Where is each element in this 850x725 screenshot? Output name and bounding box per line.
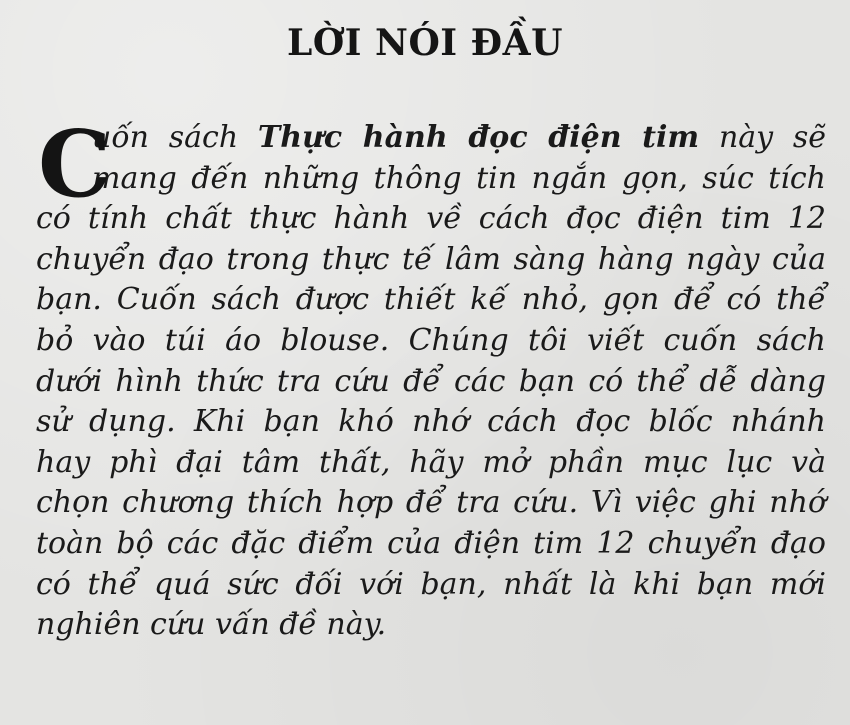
paragraph-line-9: hay phì đại tâm thất, hãy mở phần mục lục và [36,444,826,480]
paragraph-line-12: có thể quá sức đối với bạn, nhất là khi bạn mới [36,566,826,602]
paragraph-line-2: mang đến những thông tin ngắn gọn, súc tích [92,160,826,196]
paragraph-line-8: sử dụng. Khi bạn khó nhớ cách đọc blốc nhánh [36,404,826,440]
paragraph-line-10: chọn chương thích hợp để tra cứu. Vì việc ghi nhớ [36,485,826,521]
drop-cap: C [38,110,112,218]
book-title-emphasis: Thực hành đọc điện tim [257,120,700,155]
paragraph-line-13: nghiên cứu vấn đề này. [36,607,387,643]
paragraph-line-4: chuyển đạo trong thực tế lâm sàng hàng ngày của [36,241,826,277]
paragraph-line-1 [36,118,826,159]
line1-after: này sẽ [699,120,826,155]
paragraph-line-3: có tính chất thực hành về cách đọc điện tim 12 [36,201,826,237]
paragraph-line-7: dưới hình thức tra cứu để các bạn có thể dễ dàng [36,363,826,399]
line1-before: uốn sách [92,120,258,155]
paragraph-line-5: bạn. Cuốn sách được thiết kế nhỏ, gọn để có thể [36,282,826,318]
paragraph-line-6: bỏ vào túi áo blouse. Chúng tôi viết cuốn sách [36,322,826,358]
page-title: LỜI NÓI ĐẦU [287,22,563,64]
paragraph-line-11: toàn bộ các đặc điểm của điện tim 12 chuyển đạo [36,525,826,561]
paragraph [36,110,826,646]
